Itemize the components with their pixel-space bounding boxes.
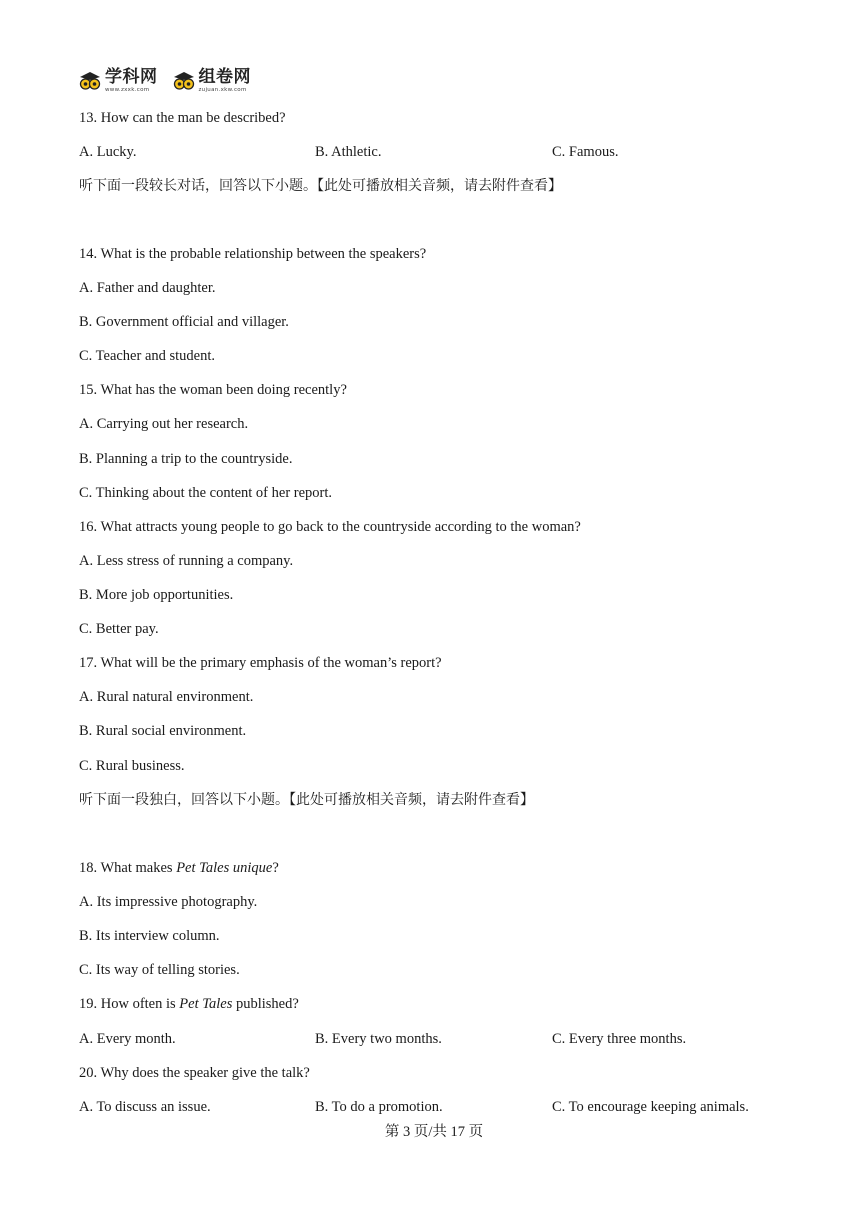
question-18-text: 18. What makes — [79, 860, 177, 876]
option-17-b: B. Rural social environment. — [79, 723, 247, 739]
option-13-c: C. Famous. — [552, 144, 619, 160]
question-15: 15. What has the woman been doing recently? — [79, 382, 347, 398]
option-17-c: C. Rural business. — [79, 758, 185, 774]
zxxk-logo-url: www.zxxk.com — [105, 86, 150, 93]
zujuan-logo-url: zujuan.xkw.com — [198, 86, 247, 93]
option-20-b: B. To do a promotion. — [315, 1099, 443, 1115]
option-14-a: A. Father and daughter. — [79, 280, 216, 296]
question-19 — [79, 995, 299, 1013]
question-14: 14. What is the probable relationship between the speakers? — [79, 246, 427, 262]
question-18 — [79, 859, 279, 877]
zujuan-logo — [172, 66, 252, 94]
question-16: 16. What attracts young people to go back to the countryside according to the woman? — [79, 519, 581, 535]
option-18-a: A. Its impressive photography. — [79, 894, 258, 910]
zxxk-logo — [78, 66, 158, 94]
option-15-c: C. Thinking about the content of her report. — [79, 485, 333, 501]
option-14-c: C. Teacher and student. — [79, 348, 216, 364]
option-16-c: C. Better pay. — [79, 621, 159, 637]
question-19-text: 19. How often is — [79, 996, 180, 1012]
question-19-end: published? — [232, 996, 299, 1012]
option-17-a: A. Rural natural environment. — [79, 689, 254, 705]
header-logos — [78, 66, 251, 96]
owl-icon — [78, 69, 102, 93]
option-14-b: B. Government official and villager. — [79, 314, 289, 330]
question-17: 17. What will be the primary emphasis of the woman’s report? — [79, 655, 442, 671]
option-16-b: B. More job opportunities. — [79, 587, 234, 603]
question-13: 13. How can the man be described? — [79, 110, 286, 126]
question-18-end: ? — [272, 860, 279, 876]
option-15-b: B. Planning a trip to the countryside. — [79, 451, 293, 467]
option-20-a: A. To discuss an issue. — [79, 1099, 211, 1115]
zxxk-logo-name: 学科网 — [105, 66, 158, 87]
option-13-b: B. Athletic. — [315, 144, 382, 160]
option-16-a: A. Less stress of running a company. — [79, 553, 294, 569]
option-18-b: B. Its interview column. — [79, 928, 220, 944]
option-18-c: C. Its way of telling stories. — [79, 962, 240, 978]
option-20-c: C. To encourage keeping animals. — [552, 1099, 749, 1115]
listening-instruction: 听下面一段独白，回答以下小题。【此处可播放相关音频，请去附件查看】 — [79, 792, 534, 808]
question-19-title: Pet Tales — [179, 996, 233, 1012]
page-footer: 第 3 页/共 17 页 — [384, 1124, 484, 1140]
option-19-a: A. Every month. — [79, 1031, 176, 1047]
option-15-a: A. Carrying out her research. — [79, 416, 249, 432]
listening-instruction: 听下面一段较长对话，回答以下小题。【此处可播放相关音频，请去附件查看】 — [79, 178, 562, 194]
question-20: 20. Why does the speaker give the talk? — [79, 1065, 310, 1081]
owl-icon — [172, 69, 196, 93]
option-19-c: C. Every three months. — [552, 1031, 687, 1047]
option-19-b: B. Every two months. — [315, 1031, 442, 1047]
zujuan-logo-name: 组卷网 — [198, 66, 251, 87]
option-13-a: A. Lucky. — [79, 144, 137, 160]
question-18-title: Pet Tales unique — [176, 860, 273, 876]
